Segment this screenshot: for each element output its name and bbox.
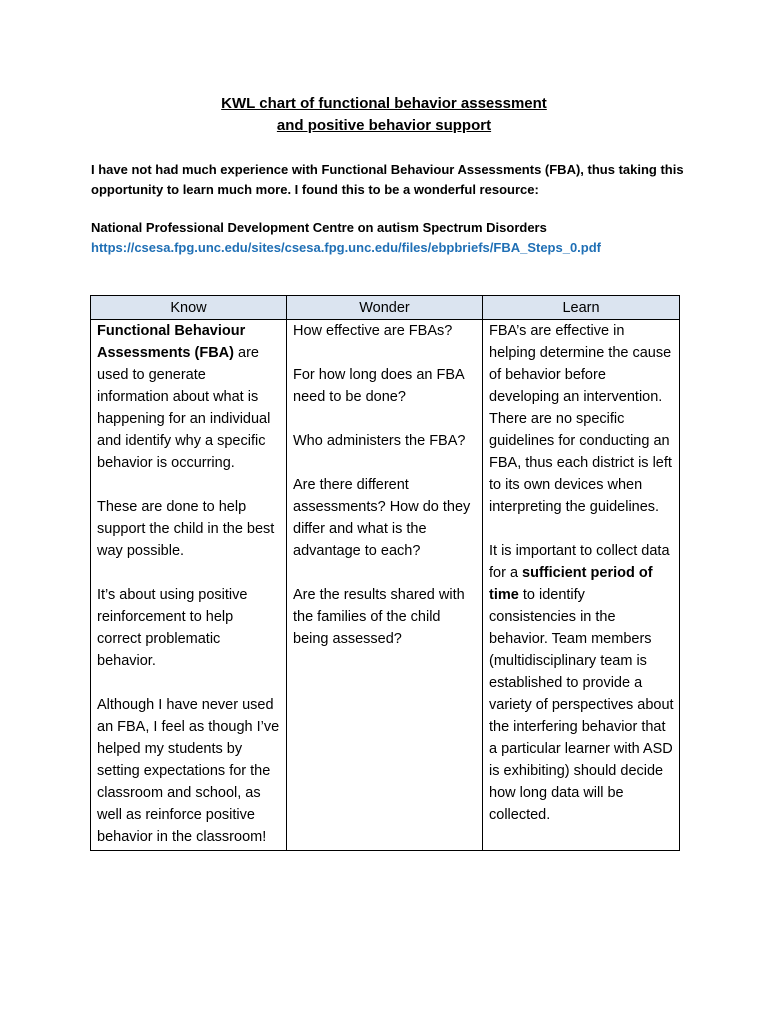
know-paragraph-4: Although I have never used an FBA, I feel as though I’ve helped my students by setting expectations for the classroom and school, as well as reinforce positive behavior in the classroom! <box>97 697 280 845</box>
know-paragraph-3: It’s about using positive reinforcement to help correct problematic behavior. <box>97 587 248 669</box>
know-cell <box>91 320 287 851</box>
wonder-question-3: Who administers the FBA? <box>293 433 466 449</box>
title-line-2: and positive behavior support <box>276 117 492 134</box>
learn-paragraph-2-rest: to identify consistencies in the behavior. Team members (multidisciplinary team is established to provide a variety of perspectives about the interfering behavior that a particular learner with ASD is exhibiting) should decide how long data will be collected. <box>489 587 674 823</box>
header-know: Know <box>91 296 287 320</box>
know-paragraph-2: These are done to help support the child in the best way possible. <box>97 499 275 559</box>
learn-cell <box>483 320 680 851</box>
know-paragraph-1 <box>97 320 281 474</box>
wonder-question-2: For how long does an FBA need to be done? <box>293 367 464 405</box>
intro-paragraph: I have not had much experience with Functional Behaviour Assessments (FBA), thus taking this opportunity to learn much more. I found this to be a wonderful resource: <box>91 162 684 197</box>
know-paragraph-1-rest: are used to generate information about what is happening for an individual and identify why a specific behavior is occurring. <box>97 345 271 471</box>
wonder-question-5: Are the results shared with the families of the child being assessed? <box>293 587 465 647</box>
learn-paragraph-1: FBA’s are effective in helping determine the cause of behavior before developing an intervention. There are no specific guidelines for conducting an FBA, thus each district is left to its own devices when interpreting the guidelines. <box>489 323 672 515</box>
page-title <box>0 93 768 137</box>
wonder-question-4: Are there different assessments? How do they differ and what is the advantage to each? <box>293 477 471 559</box>
header-wonder: Wonder <box>287 296 483 320</box>
wonder-cell <box>287 320 483 851</box>
kwl-table <box>90 295 680 851</box>
wonder-question-1: How effective are FBAs? <box>293 323 453 339</box>
learn-paragraph-2-start: It is important to collect data for a <box>489 543 670 581</box>
kwl-content-row <box>91 320 680 851</box>
title-line-1: KWL chart of functional behavior assessment <box>221 95 547 112</box>
header-learn: Learn <box>483 296 680 320</box>
sufficient-period-term: sufficient period of time <box>489 565 653 603</box>
resource-link[interactable]: https://csesa.fpg.unc.edu/sites/csesa.fpg.unc.edu/files/ebpbriefs/FBA_Steps_0.pdf <box>91 240 602 255</box>
resource-name: National Professional Development Centre on autism Spectrum Disorders <box>91 220 547 235</box>
fba-term: Functional Behaviour Assessments (FBA) <box>97 323 246 361</box>
resource-reference <box>91 218 691 258</box>
learn-paragraph-2 <box>489 540 674 826</box>
kwl-header-row <box>91 296 680 320</box>
